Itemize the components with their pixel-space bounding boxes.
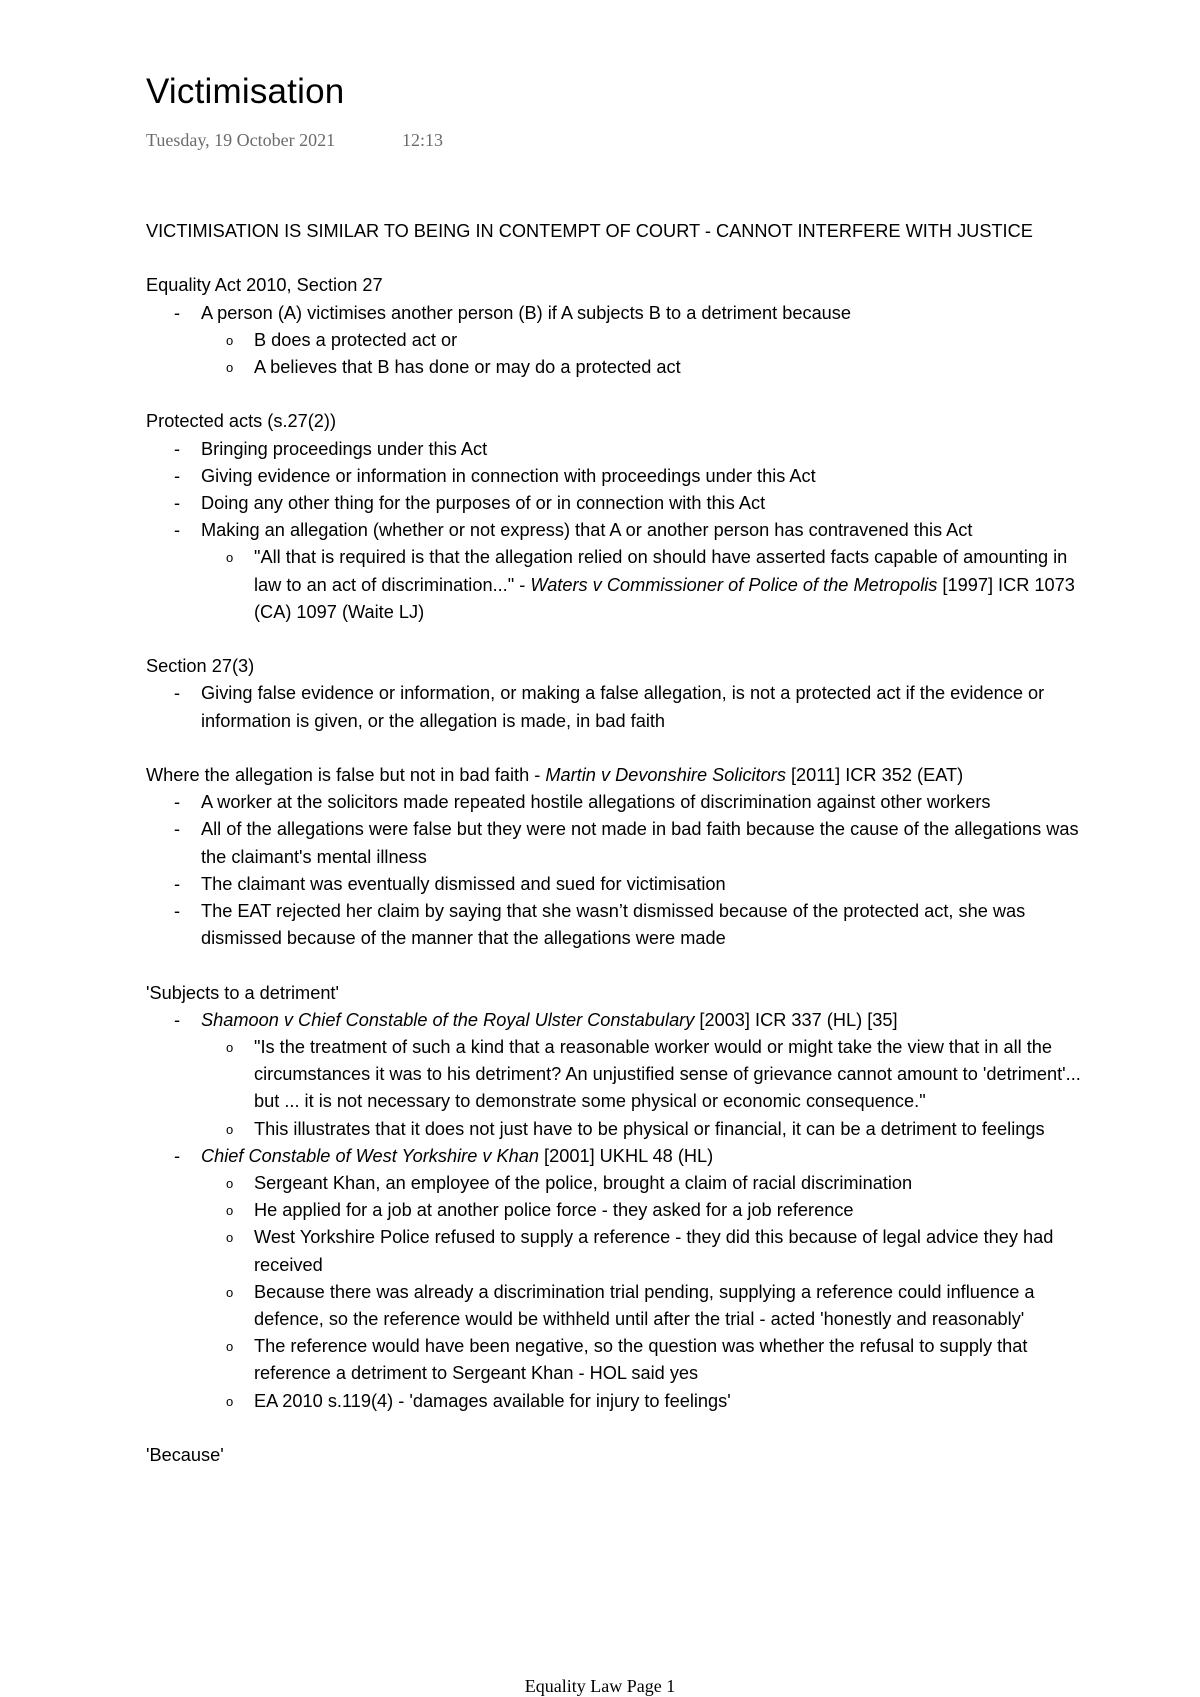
list-item: - A worker at the solicitors made repeated hostile allegations of discrimination against other workers: [146, 789, 1086, 816]
list-item: - Making an allegation (whether or not express) that A or another person has contravened this Act: [146, 517, 1086, 544]
section-heading-detriment: 'Subjects to a detriment': [146, 982, 339, 1003]
dash-bullet: -: [174, 1145, 181, 1166]
list-item: o EA 2010 s.119(4) - 'damages available for injury to feelings': [146, 1388, 1086, 1415]
page-timestamp: [146, 130, 444, 151]
list-item: - Bringing proceedings under this Act: [146, 436, 1086, 463]
list-item: o West Yorkshire Police refused to supply a reference - they did this because of legal advice they had received: [146, 1224, 1086, 1278]
list-item: - A person (A) victimises another person (B) if A subjects B to a detriment because: [146, 300, 1086, 327]
list-item: - The claimant was eventually dismissed and sued for victimisation: [146, 871, 1086, 898]
headline: VICTIMISATION IS SIMILAR TO BEING IN CONTEMPT OF COURT - CANNOT INTERFERE WITH JUSTICE: [146, 221, 1033, 241]
list-item: - Giving evidence or information in connection with proceedings under this Act: [146, 463, 1086, 490]
case-name: Waters v Commissioner of Police of the Metropolis: [530, 574, 938, 595]
protected-acts-list: [146, 436, 1086, 626]
list-item: o A believes that B has done or may do a protected act: [146, 354, 1086, 381]
detriment-list: [146, 1007, 1086, 1415]
list-item: - Shamoon v Chief Constable of the Royal Ulster Constabulary [2003] ICR 337 (HL) [35]: [146, 1007, 1086, 1034]
s27-list: [146, 300, 1086, 382]
list-item: o The reference would have been negative, so the question was whether the refusal to supply that reference a detriment to Sergeant Khan - HOL said yes: [146, 1333, 1086, 1387]
dash-bullet: -: [174, 438, 181, 459]
section-heading-s27-3: Section 27(3): [146, 656, 255, 677]
list-item: o Sergeant Khan, an employee of the police, brought a claim of racial discrimination: [146, 1170, 1086, 1197]
list-item: - All of the allegations were false but they were not made in bad faith because the cause of the allegations was the claimant's mental illness: [146, 816, 1086, 870]
circle-bullet: o: [226, 1040, 234, 1056]
list-item: o Because there was already a discrimination trial pending, supplying a reference could influence a defence, so the reference would be withheld until after the trial - acted 'honestly and reasonably': [146, 1279, 1086, 1333]
page-time: 12:13: [402, 130, 444, 150]
dash-bullet: -: [174, 792, 181, 813]
circle-bullet: o: [226, 1393, 234, 1409]
section-heading-martin: Where the allegation is false but not in bad faith - Martin v Devonshire Solicitors [2011] ICR 352 (EAT): [146, 765, 964, 785]
section-heading-because: 'Because': [146, 1445, 224, 1466]
case-name: Chief Constable of West Yorkshire v Khan: [201, 1145, 539, 1166]
list-item: o He applied for a job at another police force - they asked for a job reference: [146, 1197, 1086, 1224]
circle-bullet: o: [226, 360, 234, 375]
list-item: - Chief Constable of West Yorkshire v Khan [2001] UKHL 48 (HL): [146, 1143, 1086, 1170]
page-footer: Equality Law Page 1: [524, 1676, 676, 1696]
circle-bullet: o: [226, 1284, 234, 1300]
case-name: Shamoon v Chief Constable of the Royal Ulster Constabulary: [201, 1009, 695, 1030]
circle-bullet: o: [226, 332, 234, 348]
section-heading-protected-acts: Protected acts (s.27(2)): [146, 411, 337, 432]
circle-bullet: o: [226, 1339, 234, 1355]
dash-bullet: -: [174, 819, 181, 840]
dash-bullet: -: [174, 901, 181, 922]
circle-bullet: o: [226, 1230, 234, 1246]
s27-3-list: [146, 680, 1086, 734]
list-item: - Doing any other thing for the purposes of or in connection with this Act: [146, 490, 1086, 517]
section-heading-s27: Equality Act 2010, Section 27: [146, 275, 383, 296]
page-title: Victimisation: [146, 72, 345, 111]
list-item: o "All that is required is that the allegation relied on should have asserted facts capable of amounting in law to an act of discrimination..." - Waters v Commissioner of Police of the Metropolis [1997] ICR 1073 (CA) 1097 (Waite LJ): [146, 544, 1086, 626]
circle-bullet: o: [226, 1176, 234, 1192]
martin-list: [146, 789, 1086, 952]
list-item: - Giving false evidence or information, or making a false allegation, is not a protected act if the evidence or information is given, or the allegation is made, in bad faith: [146, 680, 1086, 734]
circle-bullet: o: [226, 1203, 234, 1219]
dash-bullet: -: [174, 873, 181, 894]
dash-bullet: -: [174, 683, 181, 704]
list-item: o "Is the treatment of such a kind that a reasonable worker would or might take the view that in all the circumstances it was to his detriment? An unjustified sense of grievance cannot amount to 'detriment'... but ... it is not necessary to demonstrate some physical or economic consequence.": [146, 1034, 1086, 1116]
list-item: o B does a protected act or: [146, 327, 1086, 354]
dash-bullet: -: [174, 1009, 181, 1030]
case-name: Martin v Devonshire Solicitors: [545, 765, 786, 785]
list-item: - The EAT rejected her claim by saying that she wasn’t dismissed because of the protected act, she was dismissed because of the manner that the allegations were made: [146, 898, 1086, 952]
list-item: o This illustrates that it does not just have to be physical or financial, it can be a detriment to feelings: [146, 1116, 1086, 1143]
dash-bullet: -: [174, 302, 181, 323]
circle-bullet: o: [226, 550, 234, 566]
page-date: Tuesday, 19 October 2021: [146, 130, 336, 150]
dash-bullet: -: [174, 493, 181, 513]
dash-bullet: -: [174, 520, 181, 541]
note-body: [146, 218, 1086, 1469]
circle-bullet: o: [226, 1121, 234, 1137]
dash-bullet: -: [174, 465, 181, 486]
